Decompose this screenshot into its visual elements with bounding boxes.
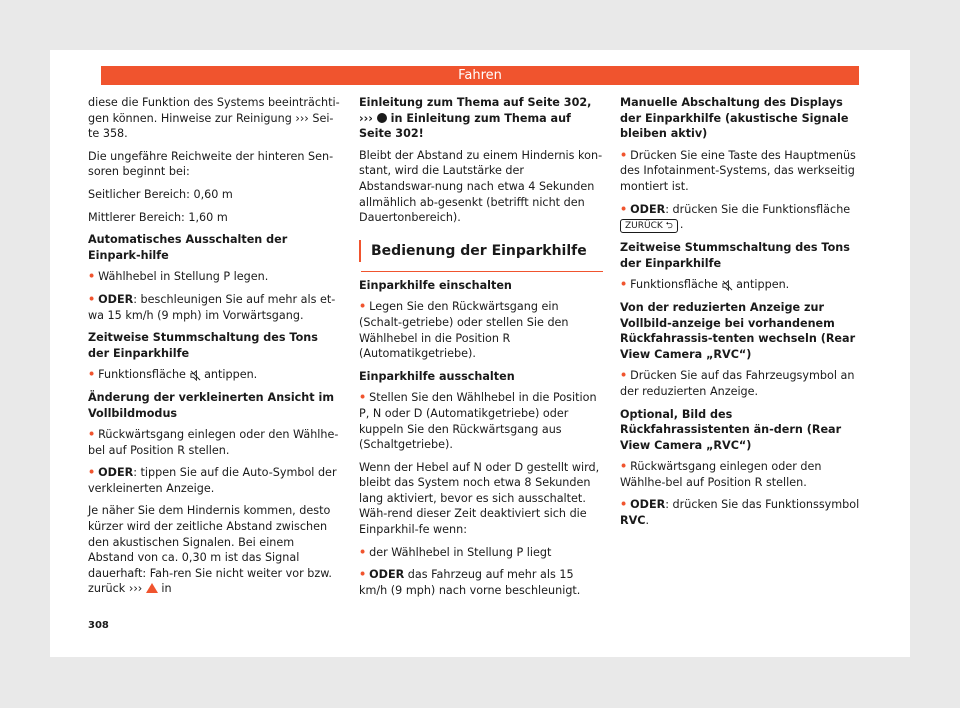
paragraph: Mittlerer Bereich: 1,60 m [88, 210, 228, 224]
list-item-text: : tippen Sie auf die Auto-Symbol der verkleinerten Anzeige. [88, 466, 337, 495]
punctuation: . [679, 218, 684, 232]
list-item-text: Rückwärtsgang einlegen oder den Wählhe-bel auf Position R stellen. [88, 428, 339, 457]
list-item [620, 202, 862, 234]
rvc-symbol: RVC [620, 514, 646, 528]
page-number: 308 [88, 620, 109, 631]
list-item-text: Stellen Sie den Wählhebel in die Position P, N oder D (Automatikgetriebe) oder kuppeln Sie den Rückwärtsgang aus (Schaltgetriebe). [359, 391, 597, 452]
paragraph: diese die Funktion des Systems beeinträchti-gen können. Hinweise zur Reinigung ››› Sei-te 358. [88, 96, 340, 141]
list-item-text: Rückwärtsgang einlegen oder den Wählhe-bel auf Position R stellen. [620, 460, 822, 489]
list-item-text: Legen Sie den Rückwärtsgang ein (Schalt-getriebe) oder stellen Sie den Wählhebel in die Position R (Automatikgetriebe). [359, 300, 569, 361]
warning-icon [146, 583, 158, 593]
paragraph: Bleibt der Abstand zu einem Hindernis kon-stant, wird die Lautstärke der Abstandswar-nung nach etwa 4 Sekunden allmählich ab-gesenkt (betrifft nicht den Dauertonbereich). [359, 148, 603, 225]
paragraph: Die ungefähre Reichweite der hinteren Sen-soren beginnt bei: [88, 149, 334, 179]
bullet-icon: • [359, 568, 367, 582]
column-left [88, 95, 340, 604]
list-item-text: das Fahrzeug auf mehr als 15 km/h (9 mph) nach vorne beschleunigt. [359, 568, 581, 597]
paragraph-text: Je näher Sie dem Hindernis kommen, desto kürzer wird der zeitliche Abstand zwischen den akustischen Signalen. Bei einem Abstand von ca. 0,30 m ist das Signal dauerhaft: Fah-ren Sie nicht weiter vor bzw. zurück ››› [88, 504, 332, 596]
column-middle [359, 95, 603, 605]
subheading: Zeitweise Stummschaltung des Tons der Einparkhilfe [88, 331, 318, 360]
list-item [620, 277, 862, 293]
column-right [620, 95, 862, 536]
list-item [359, 299, 603, 361]
back-button-symbol: ZURÜCK ⮌ [620, 219, 678, 233]
list-item-text: : drücken Sie die Funktionsfläche [665, 202, 851, 216]
reference-text: in Einleitung zum Thema auf Seite 302! [359, 111, 571, 141]
list-item [88, 292, 340, 323]
list-item [359, 567, 603, 598]
bullet-icon: • [359, 391, 367, 405]
list-item-text: Drücken Sie auf das Fahrzeugsymbol an der reduzierten Anzeige. [620, 369, 855, 398]
list-item-text: der Wählhebel in Stellung P liegt [369, 545, 552, 559]
section-title: Bedienung der Einparkhilfe [359, 240, 603, 262]
list-item [88, 269, 340, 285]
subheading: Zeitweise Stummschaltung des Tons der Einparkhilfe [620, 241, 850, 270]
list-item [88, 427, 340, 458]
punctuation: . [645, 514, 650, 528]
list-item-text: Wählhebel in Stellung P legen. [98, 270, 269, 284]
bullet-icon: • [620, 498, 628, 512]
bullet-icon: • [359, 300, 367, 314]
info-icon [377, 113, 387, 123]
bullet-icon: • [88, 428, 96, 442]
paragraph [88, 503, 340, 597]
bullet-icon: • [620, 148, 628, 162]
list-item-text: Drücken Sie eine Taste des Hauptmenüs des Infotainment-Systems, das werkseitig montiert ist. [620, 148, 856, 193]
subheading: Einparkhilfe einschalten [359, 278, 512, 292]
subheading: Von der reduzierten Anzeige zur Vollbild-anzeige bei vorhandenem Rückfahrassis-tenten wechseln (Rear View Camera „RVC“) [620, 300, 856, 361]
list-item-text: : beschleunigen Sie auf mehr als et-wa 15 km/h (9 mph) im Vorwärtsgang. [88, 292, 336, 322]
bullet-icon: • [88, 292, 96, 306]
paragraph: Wenn der Hebel auf N oder D gestellt wird, bleibt das System noch etwa 8 Sekunden lang aktiviert, bevor es sich ausschaltet. Wäh-rend dieser Zeit deaktiviert sich die Einparkhil-fe wenn: [359, 460, 600, 537]
mute-icon [722, 280, 733, 291]
bullet-icon: • [359, 545, 367, 559]
or-label: ODER [369, 568, 405, 582]
bullet-icon: • [620, 202, 628, 216]
subheading: Einparkhilfe ausschalten [359, 369, 515, 383]
or-label: ODER [630, 202, 666, 216]
bullet-icon: • [620, 369, 628, 383]
or-label: ODER [98, 466, 134, 480]
list-item-text: Funktionsfläche [98, 368, 186, 382]
paragraph: Seitlicher Bereich: 0,60 m [88, 187, 233, 201]
list-item [620, 497, 862, 528]
list-item [359, 545, 603, 561]
paragraph-text: in [161, 582, 172, 596]
reference-heading [359, 95, 603, 142]
bullet-icon: • [88, 466, 96, 480]
bullet-icon: • [620, 460, 628, 474]
bullet-icon: • [88, 368, 96, 382]
list-item-text: antippen. [736, 278, 790, 292]
subheading: Manuelle Abschaltung des Displays der Einparkhilfe (akustische Signale bleiben aktiv) [620, 96, 849, 141]
subheading: Automatisches Ausschalten der Einpark-hilfe [88, 233, 288, 262]
list-item [88, 465, 340, 496]
list-item-text: antippen. [204, 368, 258, 382]
bullet-icon: • [620, 278, 628, 292]
list-item [620, 148, 862, 195]
bullet-icon: • [88, 270, 96, 284]
list-item [620, 459, 862, 490]
list-item [620, 368, 862, 399]
or-label: ODER [98, 292, 134, 306]
chapter-header: Fahren [101, 66, 859, 85]
list-item-text: : drücken Sie das Funktionssymbol [665, 498, 860, 512]
list-item [88, 367, 340, 383]
list-item [359, 390, 603, 452]
mute-icon [190, 370, 201, 381]
subheading: Änderung der verkleinerten Ansicht im Vollbildmodus [88, 390, 334, 420]
subheading: Optional, Bild des Rückfahrassistenten än-dern (Rear View Camera „RVC“) [620, 407, 842, 452]
list-item-text: Funktionsfläche [630, 278, 718, 292]
or-label: ODER [630, 498, 666, 512]
reference-text: Einleitung zum Thema auf Seite 302, ››› [359, 96, 592, 125]
